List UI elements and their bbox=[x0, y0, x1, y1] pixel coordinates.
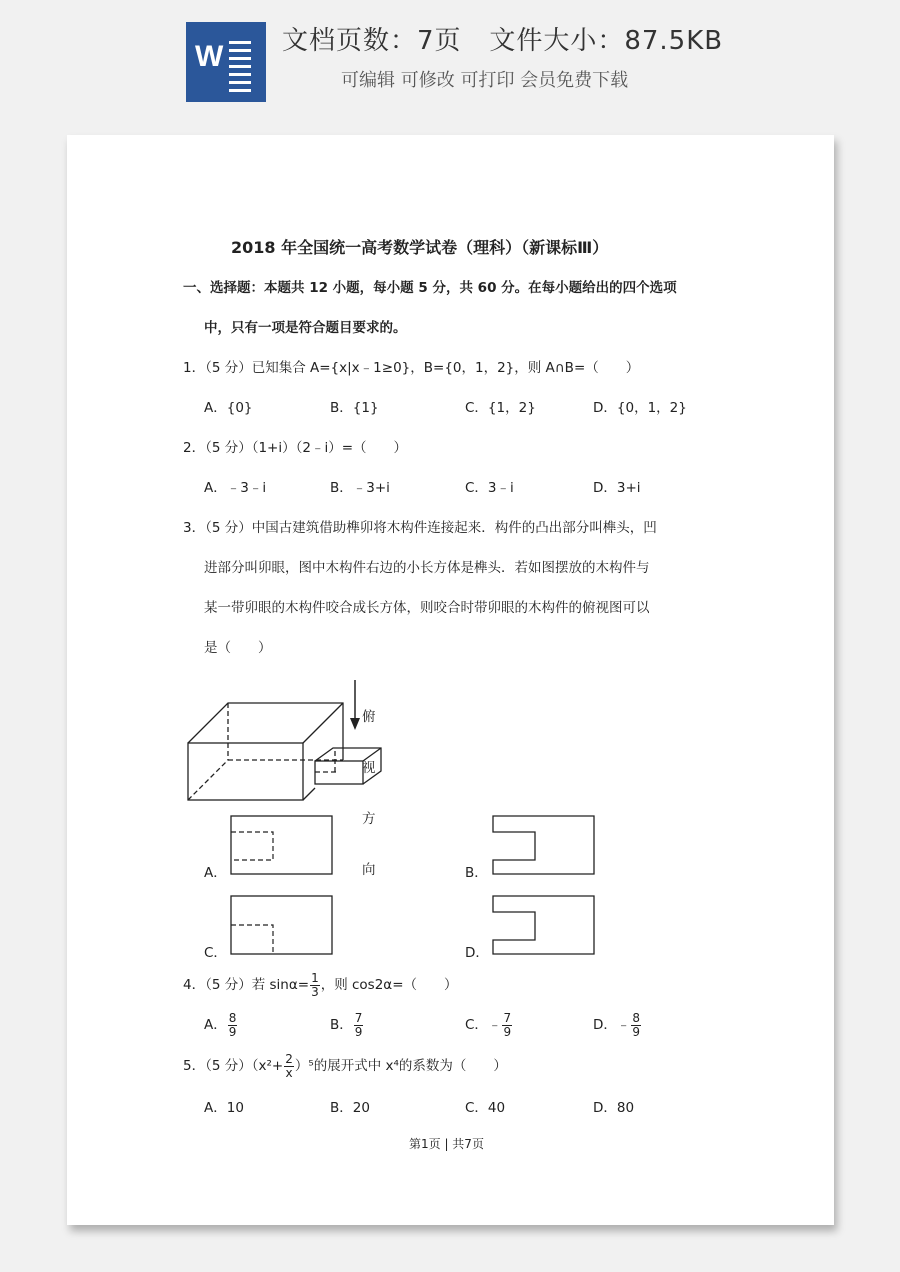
file-info-subtitle: 可编辑 可修改 可打印 会员免费下载 bbox=[341, 70, 629, 91]
question-3-option-d-figure bbox=[492, 895, 596, 957]
question-4-fraction: $\frac{1}{3}$ bbox=[311, 970, 319, 999]
file-info-title: 文档页数：7页 文件大小：87.5KB bbox=[282, 26, 724, 56]
view-direction-arrow bbox=[348, 680, 362, 730]
question-4-option-c: C．﹣ $\frac{7}{9}$ bbox=[465, 1010, 512, 1039]
section-heading-line2: 中，只有一项是符合题目要求的。 bbox=[204, 320, 407, 336]
question-3-line-4: 是（ ） bbox=[204, 640, 272, 656]
question-5-option-a: A．10 bbox=[204, 1100, 244, 1116]
question-3-line-2: 进部分叫卯眼，图中木构件右边的小长方体是榫头．若如图摆放的木构件与 bbox=[204, 560, 650, 576]
section-heading-line1: 一、选择题：本题共 12 小题，每小题 5 分，共 60 分。在每小题给出的四个选项 bbox=[183, 280, 677, 296]
question-1-option-c: C．{1，2} bbox=[465, 400, 536, 416]
question-3-option-c-figure bbox=[230, 895, 334, 957]
exam-title: 2018 年全国统一高考数学试卷（理科）（新课标Ⅲ） bbox=[231, 238, 609, 257]
question-3-line-3: 某一带卯眼的木构件咬合成长方体，则咬合时带卯眼的木构件的俯视图可以 bbox=[204, 600, 650, 616]
question-5-option-b: B．20 bbox=[330, 1100, 370, 1116]
word-icon-letter: W bbox=[195, 40, 224, 73]
document-page bbox=[67, 135, 834, 1225]
question-3-option-a-label: A． bbox=[204, 865, 227, 881]
question-2-option-d: D．3+i bbox=[593, 480, 641, 496]
question-4-option-a: A． $\frac{8}{9}$ bbox=[204, 1010, 237, 1039]
question-2-stem: 2．（5 分）（1+i）（2﹣i）=（ ） bbox=[183, 440, 408, 456]
question-2-option-c: C．3﹣i bbox=[465, 480, 514, 496]
download-banner bbox=[0, 0, 900, 118]
question-2-option-b: B．﹣3+i bbox=[330, 480, 390, 496]
question-5-option-c: C．40 bbox=[465, 1100, 506, 1116]
word-document-icon bbox=[186, 22, 266, 102]
question-3-option-c-label: C． bbox=[204, 945, 227, 961]
question-5-stem: 5．（5 分）（x²+ $\frac{2}{x}$ ）⁵的展开式中 x⁴的系数为（ ） bbox=[183, 1051, 507, 1080]
view-direction-label: 俯 视 方 向 bbox=[362, 709, 376, 878]
question-1-option-b: B．{1} bbox=[330, 400, 379, 416]
question-3-line-1: 3．（5 分）中国古建筑借助榫卯将木构件连接起来．构件的凸出部分叫榫头，凹 bbox=[183, 520, 657, 536]
question-5-fraction: $\frac{2}{x}$ bbox=[285, 1051, 293, 1080]
question-4-option-b: B． $\frac{7}{9}$ bbox=[330, 1010, 363, 1039]
question-2-option-a: A．﹣3﹣i bbox=[204, 480, 267, 496]
word-icon-lines bbox=[229, 41, 251, 97]
question-4-option-d: D．﹣ $\frac{8}{9}$ bbox=[593, 1010, 641, 1039]
question-5-option-d: D．80 bbox=[593, 1100, 635, 1116]
question-3-option-a-figure bbox=[230, 815, 334, 877]
question-1-option-d: D．{0，1，2} bbox=[593, 400, 687, 416]
question-4-stem: 4．（5 分）若 sinα= $\frac{1}{3}$ ，则 cos2α=（ ） bbox=[183, 970, 458, 999]
question-1-option-a: A．{0} bbox=[204, 400, 253, 416]
page-footer: 第1页 | 共7页 bbox=[409, 1137, 484, 1151]
question-3-option-d-label: D． bbox=[465, 945, 489, 961]
question-3-option-b-figure bbox=[492, 815, 596, 877]
question-3-option-b-label: B． bbox=[465, 865, 488, 881]
question-1-stem: 1．（5 分）已知集合 A={x|x﹣1≥0}，B={0，1，2}，则 A∩B=（ ） bbox=[183, 360, 640, 376]
